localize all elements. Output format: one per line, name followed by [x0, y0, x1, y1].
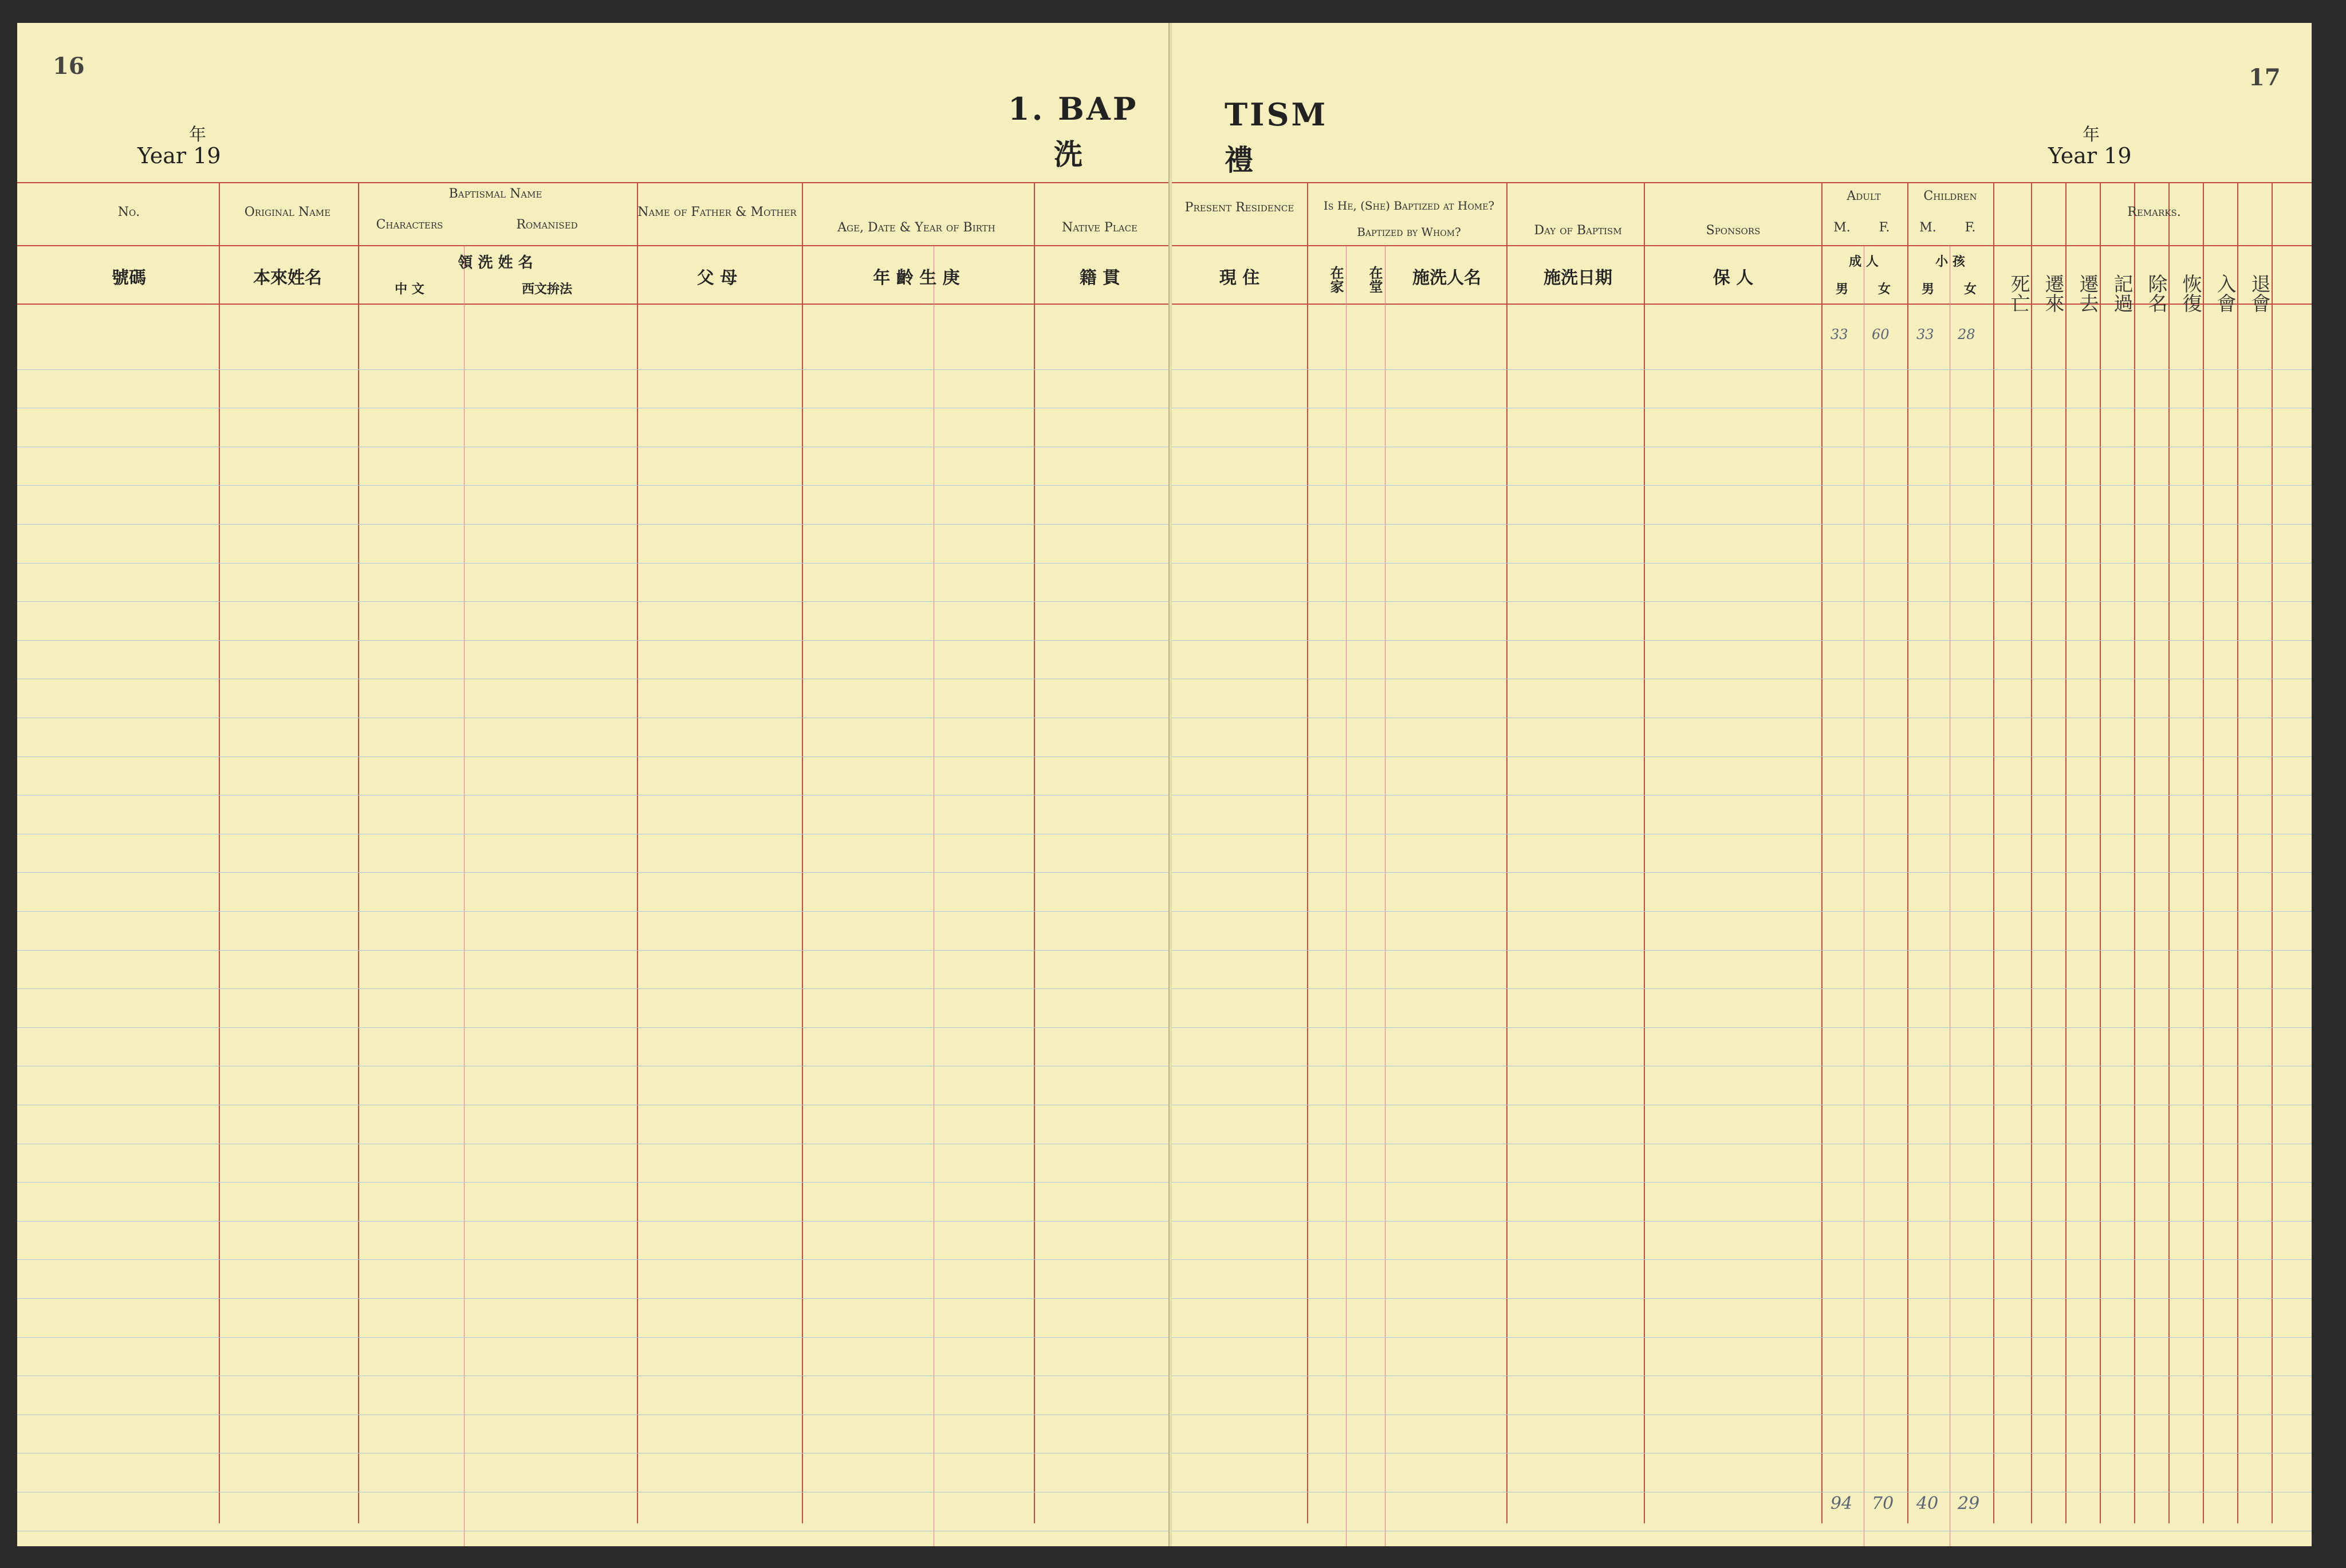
remarks-subheader: 遷去 [2076, 274, 2099, 313]
column-divider [1307, 182, 1308, 1523]
ruled-line [17, 524, 1168, 525]
ruled-line [17, 950, 1168, 951]
remarks-subheader: 除名 [2144, 274, 2167, 313]
column-divider [1993, 182, 1994, 1523]
col-characters-header-cjk: 中 文 [395, 282, 424, 297]
ruled-line [17, 601, 1168, 602]
col-children-header: Children [1923, 189, 1977, 203]
col-adult-m-header: M. [1833, 220, 1851, 235]
column-divider [358, 182, 359, 1523]
ruled-line [17, 1298, 1168, 1299]
column-divider [2168, 182, 2170, 1523]
col-children-f-header: F. [1965, 220, 1976, 235]
col-no-header-cjk: 號碼 [112, 268, 146, 288]
col-day-header-cjk: 施洗日期 [1544, 268, 1612, 288]
col-at-home-header-cjk: 在家 [1328, 266, 1344, 293]
column-divider [2237, 182, 2238, 1523]
ruled-line [17, 988, 1168, 989]
ruled-line [17, 911, 1168, 912]
column-divider [802, 182, 803, 1523]
remarks-subheader: 恢復 [2179, 274, 2202, 313]
ruled-line [1172, 950, 2312, 951]
header-mid-rule [17, 245, 1168, 246]
column-divider [2272, 182, 2273, 1523]
register-title-right: TISM [1225, 96, 1328, 133]
column-divider [1821, 182, 1823, 1523]
header-bottom-rule [1172, 304, 2312, 305]
column-divider [1034, 182, 1035, 1523]
ruled-line [17, 640, 1168, 641]
col-at-church-header-cjk: 在堂 [1367, 266, 1383, 293]
col-romanised-header-cjk: 西文拚法 [521, 282, 572, 297]
remarks-subheader: 入會 [2213, 274, 2236, 313]
col-sponsors-header: Sponsors [1706, 223, 1761, 238]
col-baptismal-name-header-cjk: 領 洗 姓 名 [458, 254, 533, 271]
col-adult-male-cjk: 男 [1835, 282, 1848, 297]
year-cjk: 年 [189, 125, 206, 145]
col-adult-header: Adult [1847, 189, 1881, 203]
col-characters-header: Characters [376, 218, 443, 232]
col-parents-header: Name of Father & Mother [637, 205, 797, 219]
ruled-line [17, 872, 1168, 873]
col-children-m-header: M. [1919, 220, 1936, 235]
ruled-line [1172, 1221, 2312, 1222]
header-top-rule [17, 182, 1168, 183]
col-parents-header-cjk: 父 母 [696, 268, 738, 288]
column-subdivider [464, 246, 465, 1546]
ruled-line [17, 1027, 1168, 1028]
col-baptized-at-header: Is He, (She) Baptized at Home? Baptized by Whom? [1323, 199, 1495, 239]
register-title-cjk-left: 洗 [1054, 137, 1083, 171]
ruled-line [1172, 1182, 2312, 1183]
header-top-rule [1172, 182, 2312, 183]
year-label: Year 19 [2048, 143, 2132, 168]
ruled-line [1172, 1259, 2312, 1260]
header-bottom-rule [17, 304, 1168, 305]
col-remarks-header: Remarks. [2127, 205, 2181, 219]
col-baptizer-header-cjk: 施洗人名 [1412, 268, 1481, 288]
ruled-line [17, 1259, 1168, 1260]
col-sponsors-header-cjk: 保 人 [1713, 268, 1754, 288]
column-divider [1506, 182, 1507, 1523]
page-number: 17 [2249, 64, 2281, 91]
remarks-subheader: 退會 [2247, 274, 2270, 313]
remarks-subheader: 死亡 [2007, 274, 2030, 313]
col-romanised-header: Romanised [516, 218, 578, 232]
ruled-line [1172, 485, 2312, 486]
ruled-line [1172, 872, 2312, 873]
col-original-name-header: Original Name [244, 205, 331, 219]
ruled-line [1172, 1298, 2312, 1299]
adult-children-total: 40 [1916, 1494, 1939, 1514]
ruled-line [1172, 911, 2312, 912]
register-title-cjk-right: 禮 [1225, 143, 1253, 177]
ruled-line [1172, 563, 2312, 564]
col-children-header-cjk: 小 孩 [1935, 254, 1965, 269]
right-page [1172, 23, 2312, 1546]
ruled-line [17, 369, 1168, 370]
adult-children-subtotal: 60 [1872, 326, 1890, 342]
register-title-left: 1. BAP [1008, 90, 1139, 127]
year-label: Year 19 [137, 143, 221, 168]
adult-children-total: 70 [1872, 1494, 1894, 1514]
col-adult-female-cjk: 女 [1877, 282, 1891, 297]
col-children-male-cjk: 男 [1921, 282, 1934, 297]
column-divider [1644, 182, 1645, 1523]
ruled-line [17, 1182, 1168, 1183]
col-native-header-cjk: 籍 貫 [1079, 268, 1120, 288]
ruled-line [1172, 1027, 2312, 1028]
remarks-subheader: 遷來 [2041, 274, 2064, 313]
adult-children-total: 94 [1831, 1494, 1853, 1514]
column-divider [637, 182, 638, 1523]
col-residence-header: Present Residence [1184, 200, 1294, 215]
adult-children-subtotal: 33 [1916, 326, 1934, 342]
header-mid-rule [1172, 245, 2312, 246]
year-cjk: 年 [2083, 125, 2100, 145]
adult-children-total: 29 [1958, 1494, 1980, 1514]
col-no-header: No. [117, 205, 140, 219]
ruled-line [17, 563, 1168, 564]
column-divider [2100, 182, 2101, 1523]
adult-children-subtotal: 28 [1958, 326, 1975, 342]
page-number: 16 [53, 53, 85, 80]
remarks-subheader: 記過 [2110, 274, 2133, 313]
column-divider [2134, 182, 2135, 1523]
col-residence-header-cjk: 現 住 [1219, 268, 1260, 288]
ruled-line [1172, 988, 2312, 989]
ruled-line [1172, 640, 2312, 641]
col-adult-header-cjk: 成 人 [1849, 254, 1879, 269]
col-day-header: Day of Baptism [1534, 223, 1622, 238]
ruled-line [17, 1221, 1168, 1222]
ruled-line [1172, 601, 2312, 602]
col-original-name-header-cjk: 本來姓名 [253, 268, 322, 288]
col-children-female-cjk: 女 [1963, 282, 1977, 297]
ruled-line [17, 485, 1168, 486]
ruled-line [1172, 1337, 2312, 1338]
column-divider [2065, 182, 2066, 1523]
ruled-line [1172, 524, 2312, 525]
col-native-header: Native Place [1062, 220, 1137, 235]
col-age-header: Age, Date & Year of Birth [837, 220, 995, 235]
column-divider [219, 182, 220, 1523]
col-baptismal-name-header: Baptismal Name [448, 187, 542, 201]
column-divider [2203, 182, 2204, 1523]
column-divider [1907, 182, 1908, 1523]
col-adult-f-header: F. [1879, 220, 1890, 235]
adult-children-subtotal: 33 [1831, 326, 1848, 342]
column-divider [2031, 182, 2032, 1523]
col-age-header-cjk: 年 齡 生 庚 [873, 268, 960, 288]
ruled-line [1172, 369, 2312, 370]
column-subdivider [1346, 246, 1347, 1546]
ruled-line [17, 1337, 1168, 1338]
left-page [17, 23, 1170, 1546]
